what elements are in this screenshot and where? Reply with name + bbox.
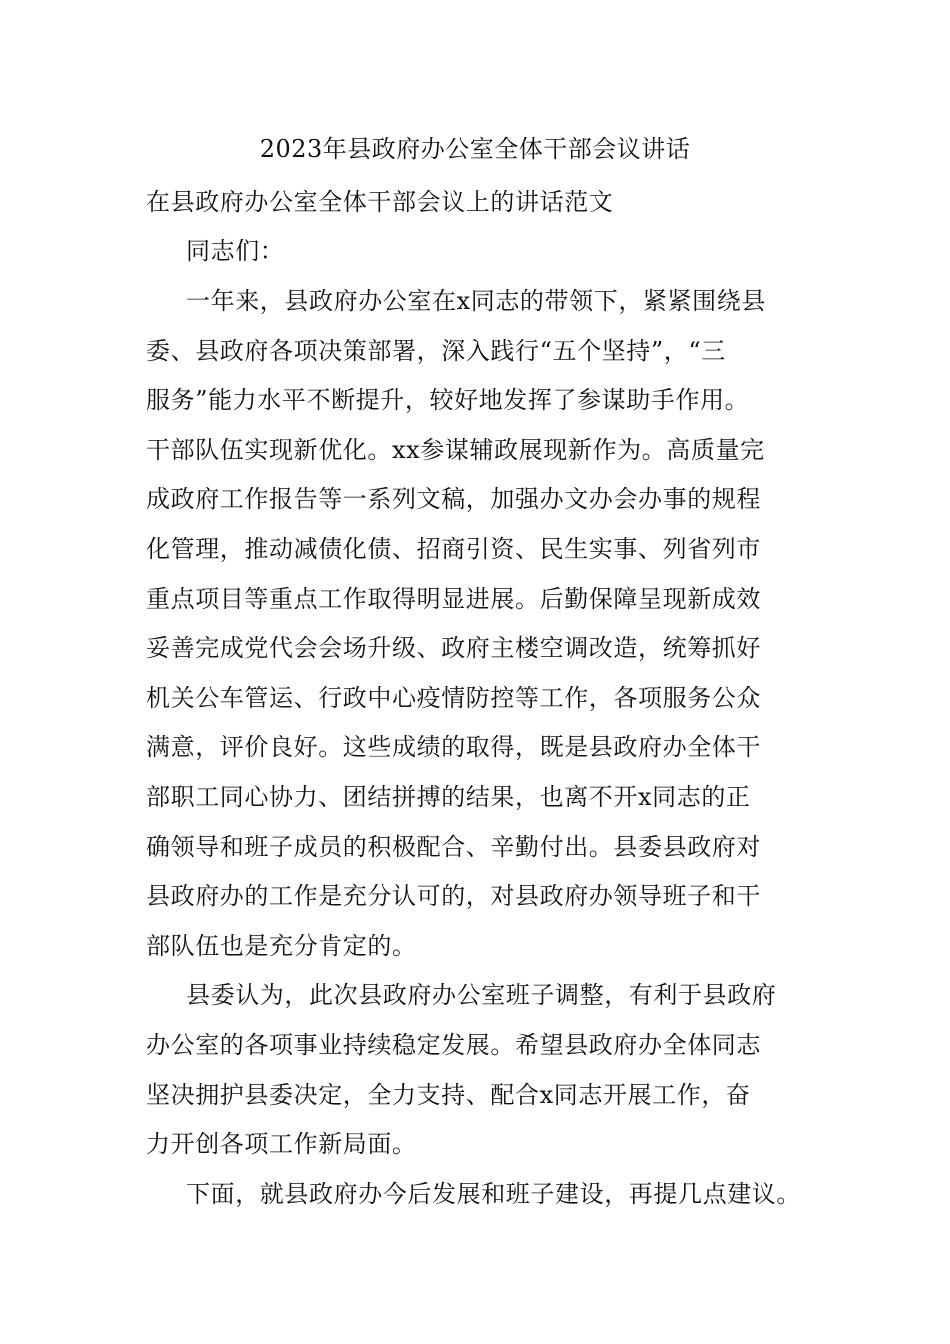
paragraph-1-line: 部职工同心协力、团结拼搏的结果，也离不开x同志的正 <box>146 783 751 811</box>
paragraph-1-line: 部队伍也是充分肯定的。 <box>146 932 417 960</box>
paragraph-2-line: 县委认为，此次县政府办公室班子调整，有利于县政府 <box>186 981 777 1009</box>
paragraph-1-line: 化管理，推动减债化债、招商引资、民生实事、列省列市 <box>146 535 761 563</box>
paragraph-1-line: 服务”能力水平不断提升，较好地发挥了参谋助手作用。 <box>146 386 750 414</box>
paragraph-2-line: 办公室的各项事业持续稳定发展。希望县政府办全体同志 <box>146 1031 761 1059</box>
paragraph-1-line: 县政府办的工作是充分认可的，对县政府办领导班子和干 <box>146 882 761 910</box>
paragraph-2-line: 力开创各项工作新局面。 <box>146 1130 417 1158</box>
paragraph-1-line: 妥善完成党代会会场升级、政府主楼空调改造，统筹抓好 <box>146 634 761 662</box>
paragraph-1-line: 确领导和班子成员的积极配合、辛勤付出。县委县政府对 <box>146 833 761 861</box>
paragraph-1-line: 满意，评价良好。这些成绩的取得，既是县政府办全体干 <box>146 733 761 761</box>
paragraph-1-line: 一年来，县政府办公室在x同志的带领下，紧紧围绕县 <box>186 287 766 315</box>
paragraph-1-line: 重点项目等重点工作取得明显进展。后勤保障呈现新成效 <box>146 585 761 613</box>
paragraph-3-line: 下面，就县政府办今后发展和班子建设，再提几点建议。 <box>186 1180 801 1208</box>
paragraph-1-line: 委、县政府各项决策部署，深入践行“五个坚持”，“三 <box>146 337 726 365</box>
document-subtitle: 在县政府办公室全体干部会议上的讲话范文 <box>146 188 614 216</box>
salutation: 同志们： <box>186 237 285 265</box>
paragraph-1-line: 机关公车管运、行政中心疫情防控等工作，各项服务公众 <box>146 684 761 712</box>
paragraph-2-line: 坚决拥护县委决定，全力支持、配合x同志开展工作，奋 <box>146 1081 751 1109</box>
paragraph-1-line: 干部队伍实现新优化。xx参谋辅政展现新作为。高质量完 <box>146 436 765 464</box>
paragraph-1-line: 成政府工作报告等一系列文稿，加强办文办会办事的规程 <box>146 485 761 513</box>
document-title: 2023年县政府办公室全体干部会议讲话 <box>259 135 691 163</box>
